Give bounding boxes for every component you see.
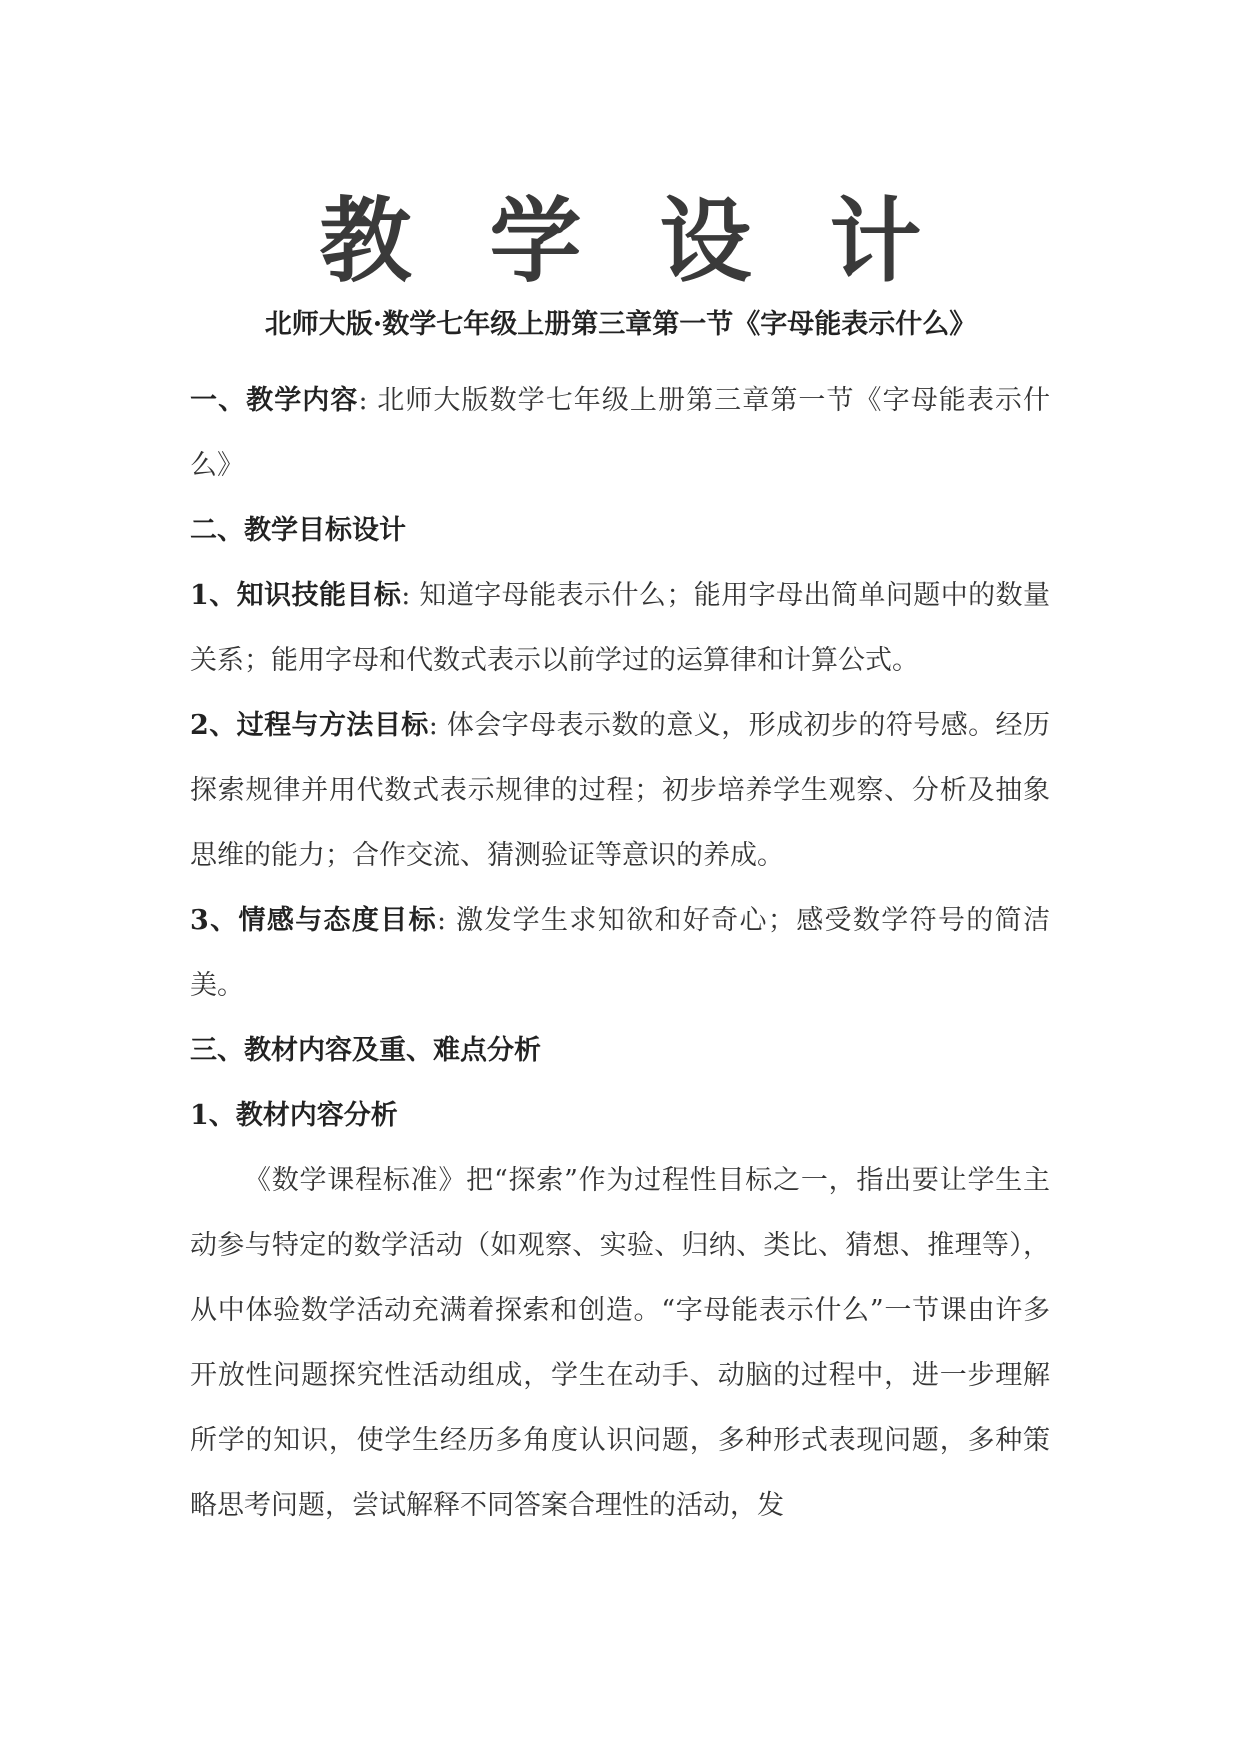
page-subtitle: 北师大版·数学七年级上册第三章第一节《字母能表示什么》: [264, 309, 977, 340]
subsection-heading: 1、教材内容分析: [190, 1100, 398, 1131]
section-heading: 二、教学目标设计: [190, 515, 406, 546]
section-teaching-content: [190, 368, 1050, 498]
heading-separator: :: [358, 385, 378, 416]
goal-separator: :: [436, 905, 456, 936]
goal-label: 2、过程与方法目标: [190, 710, 429, 741]
body-paragraph: 《数学课程标准》把“探索”作为过程性目标之一，指出要让学生主动参与特定的数学活动（如观察、实验、归纳、类比、猜想、推理等），从中体验数学活动充满着探索和创造。“字母能表示什么”一节课由许多开放性问题探究性活动组成，学生在动手、动脑的过程中，进一步理解所学的知识，使学生经历多角度认识问题，多种形式表现问题，多种策略思考问题，尝试解释不同答案合理性的活动，发: [190, 1165, 1050, 1521]
goal-label: 3、情感与态度目标: [190, 905, 437, 936]
goal-separator: :: [428, 710, 447, 741]
goal-label: 1、知识技能目标: [190, 580, 402, 611]
goal-text: 知道字母能表示什么；能用字母出简单问题中的数量关系；能用字母和代数式表示以前学过的运算律和计算公式。: [190, 580, 1050, 676]
goal-text: 体会字母表示数的意义，形成初步的符号感。经历探索规律并用代数式表示规律的过程；初步培养学生观察、分析及抽象思维的能力；合作交流、猜测验证等意识的养成。: [190, 710, 1050, 871]
goal-text: 激发学生求知欲和好奇心；感受数学符号的简洁美。: [190, 905, 1050, 1001]
section-heading: 一、教学内容: [190, 385, 359, 416]
goal-knowledge-skills: [190, 563, 1050, 693]
goal-process-method: [190, 693, 1050, 888]
goal-separator: :: [401, 580, 420, 611]
section-text: 北师大版数学七年级上册第三章第一节《字母能表示什么》: [190, 385, 1051, 481]
page-title: 教学设计: [319, 187, 1000, 295]
section-heading: 三、教材内容及重、难点分析: [190, 1035, 541, 1066]
goal-emotion-attitude: [190, 888, 1050, 1018]
document-body: [190, 368, 1050, 1538]
